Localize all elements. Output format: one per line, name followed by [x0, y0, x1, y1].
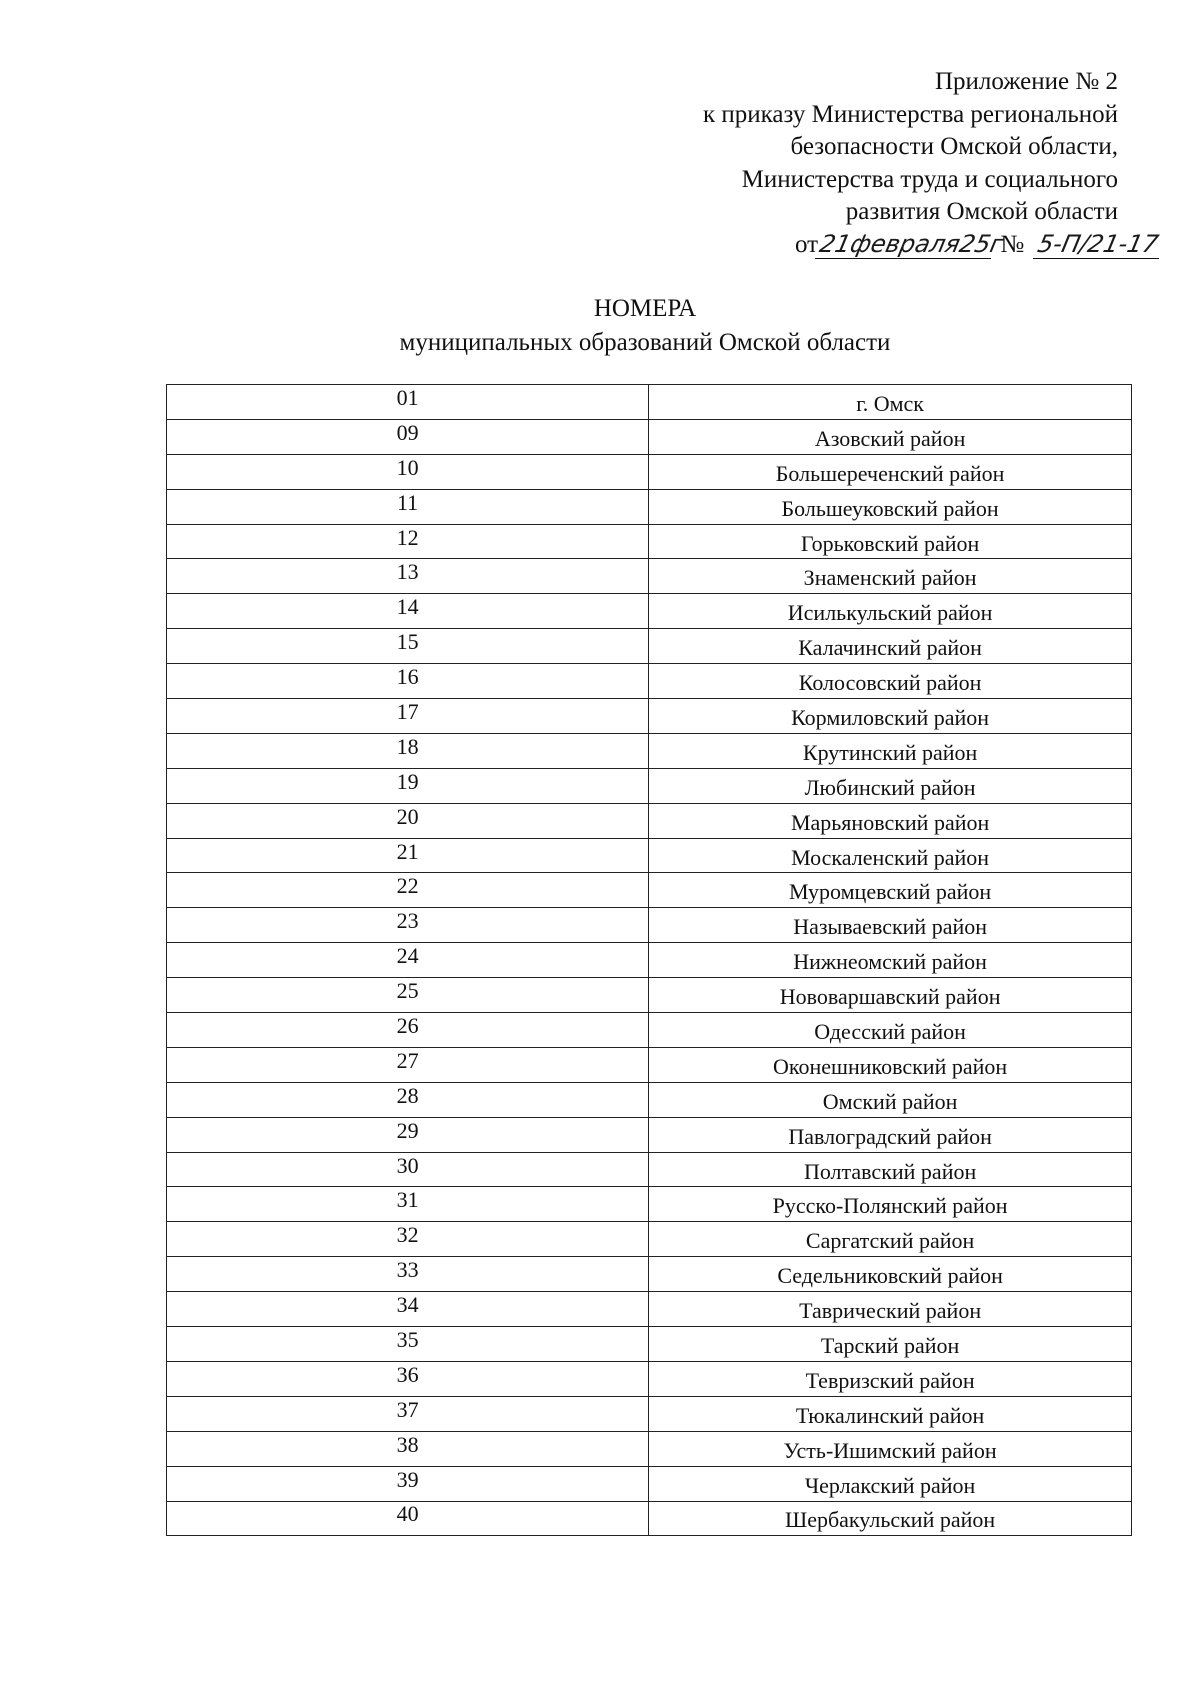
municipality-name: Москаленский район: [791, 844, 990, 870]
municipality-code: 17: [396, 698, 419, 724]
municipality-code: 16: [396, 664, 419, 690]
table-row: [167, 1082, 1132, 1117]
municipality-name-cell: [649, 1222, 1132, 1257]
municipality-name-cell: [649, 1117, 1132, 1152]
municipality-name-cell: [649, 524, 1132, 559]
municipality-code-cell: [167, 1327, 649, 1362]
municipality-code: 30: [396, 1152, 419, 1178]
municipality-name: Полтавский район: [803, 1158, 977, 1184]
table-row: [167, 908, 1132, 943]
municipality-code: 23: [396, 908, 419, 934]
order-reference-line-1: к приказу Министерства региональной: [702, 100, 1118, 128]
municipality-name-cell: [649, 1361, 1132, 1396]
order-number-sign: №: [1000, 231, 1025, 258]
municipality-name: Русско-Полянский район: [772, 1193, 1008, 1219]
municipality-name-cell: [649, 419, 1132, 454]
municipality-name: Колосовский район: [798, 670, 982, 696]
table-row: [167, 1501, 1132, 1536]
municipality-code: 28: [396, 1082, 419, 1108]
table-row: [167, 594, 1132, 629]
table-row: [167, 1466, 1132, 1501]
table-row: [167, 1292, 1132, 1327]
municipality-name: Тюкалинский район: [795, 1402, 985, 1428]
document-title-sub: муниципальных образований Омской области: [399, 329, 891, 356]
municipality-name-cell: [649, 699, 1132, 734]
municipality-name-cell: [649, 873, 1132, 908]
municipality-code-cell: [167, 1431, 649, 1466]
municipality-name: Азовский район: [814, 425, 966, 451]
municipality-name-cell: [649, 838, 1132, 873]
municipality-code-cell: [167, 524, 649, 559]
table-row: [167, 733, 1132, 768]
table-row: [167, 768, 1132, 803]
municipality-name-cell: [649, 1431, 1132, 1466]
handwritten-order-date: 21февраля25г: [815, 230, 997, 259]
municipality-code: 34: [396, 1292, 419, 1318]
municipality-name-cell: [649, 1501, 1132, 1536]
municipality-code: 20: [396, 803, 419, 829]
municipality-name: Крутинский район: [802, 739, 978, 765]
municipality-code-cell: [167, 1152, 649, 1187]
table-row: [167, 1047, 1132, 1082]
municipality-code: 09: [396, 419, 419, 445]
municipality-code: 01: [396, 384, 419, 410]
municipality-name: г. Омск: [856, 390, 924, 416]
table-row: [167, 943, 1132, 978]
municipality-code: 36: [396, 1361, 419, 1387]
municipality-name-cell: [649, 1013, 1132, 1048]
municipality-code: 39: [396, 1466, 419, 1492]
municipality-name: Кормиловский район: [791, 704, 990, 730]
table-row: [167, 489, 1132, 524]
municipality-code: 15: [396, 629, 419, 655]
municipality-code: 37: [396, 1396, 419, 1422]
appendix-number: Приложение № 2: [934, 68, 1118, 95]
municipality-code-cell: [167, 1117, 649, 1152]
municipality-code: 13: [396, 559, 419, 585]
municipality-name: Любинский район: [804, 774, 976, 800]
municipality-code-cell: [167, 908, 649, 943]
table-row: [167, 1361, 1132, 1396]
table-row: [167, 838, 1132, 873]
municipality-code-cell: [167, 664, 649, 699]
municipality-name-cell: [649, 664, 1132, 699]
municipality-code: 40: [396, 1501, 419, 1527]
municipality-name-cell: [649, 1292, 1132, 1327]
municipality-code: 24: [396, 943, 419, 969]
municipality-code-cell: [167, 978, 649, 1013]
municipality-name-cell: [649, 594, 1132, 629]
table-row: [167, 629, 1132, 664]
order-date-prefix: от: [795, 231, 819, 258]
table-row: [167, 559, 1132, 594]
municipality-code: 27: [396, 1047, 419, 1073]
municipality-name-cell: [649, 803, 1132, 838]
municipality-code: 29: [396, 1117, 419, 1143]
table-row: [167, 1187, 1132, 1222]
municipality-code-cell: [167, 838, 649, 873]
municipality-name-cell: [649, 385, 1132, 420]
municipality-name: Нововаршавский район: [779, 984, 1001, 1010]
order-reference-line-3: Министерства труда и социального: [741, 165, 1118, 193]
municipalities-table: [166, 384, 1132, 1536]
municipality-code-cell: [167, 733, 649, 768]
municipality-name: Нижнеомский район: [793, 949, 987, 975]
table-row: [167, 803, 1132, 838]
municipality-name-cell: [649, 1152, 1132, 1187]
municipality-code-cell: [167, 699, 649, 734]
municipality-name-cell: [649, 489, 1132, 524]
municipality-name-cell: [649, 1047, 1132, 1082]
table-row: [167, 699, 1132, 734]
municipality-name-cell: [649, 733, 1132, 768]
table-row: [167, 1222, 1132, 1257]
municipality-name-cell: [649, 629, 1132, 664]
municipality-code-cell: [167, 1047, 649, 1082]
table-row: [167, 1431, 1132, 1466]
municipality-code-cell: [167, 1396, 649, 1431]
municipality-name-cell: [649, 1257, 1132, 1292]
municipality-name: Таврический район: [799, 1298, 982, 1324]
municipality-name: Исилькульский район: [787, 600, 993, 626]
municipality-code-cell: [167, 1361, 649, 1396]
municipality-code: 38: [396, 1431, 419, 1457]
municipality-code: 18: [396, 733, 419, 759]
municipality-name: Оконешниковский район: [773, 1053, 1008, 1079]
municipality-code: 35: [396, 1326, 419, 1352]
municipality-name-cell: [649, 978, 1132, 1013]
municipality-name: Усть-Ишимский район: [783, 1437, 997, 1463]
municipality-name: Знаменский район: [803, 565, 977, 591]
order-reference-line-2: безопасности Омской области,: [790, 133, 1118, 160]
municipality-name: Называевский район: [793, 914, 988, 940]
municipality-name-cell: [649, 1082, 1132, 1117]
municipality-code: 21: [396, 838, 419, 864]
table-row: [167, 1396, 1132, 1431]
municipality-code-cell: [167, 1222, 649, 1257]
municipality-code-cell: [167, 1082, 649, 1117]
municipality-name: Одесский район: [814, 1018, 966, 1044]
table-row: [167, 454, 1132, 489]
municipality-name: Марьяновский район: [790, 809, 990, 835]
municipality-name-cell: [649, 768, 1132, 803]
handwritten-order-number: 5-П/21-17: [1033, 230, 1165, 259]
municipality-code: 19: [396, 768, 419, 794]
municipality-code-cell: [167, 419, 649, 454]
order-date-number: [795, 230, 1162, 259]
municipality-name: Павлоградский район: [788, 1123, 992, 1149]
municipality-code-cell: [167, 803, 649, 838]
municipality-code-cell: [167, 594, 649, 629]
municipality-code-cell: [167, 385, 649, 420]
municipality-code: 12: [396, 524, 419, 550]
municipality-name: Тевризский район: [805, 1367, 975, 1393]
municipality-code: 22: [396, 873, 419, 899]
municipality-name-cell: [649, 1396, 1132, 1431]
municipality-name: Калачинский район: [798, 635, 982, 661]
municipality-code-cell: [167, 1187, 649, 1222]
document-title: [0, 292, 1200, 360]
municipality-code: 32: [396, 1222, 419, 1248]
document-title-main: НОМЕРА: [593, 295, 697, 322]
municipality-code: 25: [396, 978, 419, 1004]
table-row: [167, 419, 1132, 454]
table-row: [167, 385, 1132, 420]
municipality-code-cell: [167, 873, 649, 908]
municipality-name-cell: [649, 908, 1132, 943]
municipality-name: Горьковский район: [800, 530, 980, 556]
appendix-header: [703, 66, 1118, 229]
municipality-code: 33: [396, 1257, 419, 1283]
municipality-code-cell: [167, 768, 649, 803]
municipality-name: Седельниковский район: [777, 1263, 1003, 1289]
municipality-name: Большереченский район: [775, 460, 1005, 486]
municipality-name: Шербакульский район: [785, 1507, 996, 1533]
table-row: [167, 978, 1132, 1013]
table-row: [167, 1257, 1132, 1292]
municipality-code-cell: [167, 943, 649, 978]
municipality-code: 26: [396, 1012, 419, 1038]
municipality-code-cell: [167, 1501, 649, 1536]
table-row: [167, 1152, 1132, 1187]
order-reference-line-4: развития Омской области: [845, 198, 1118, 225]
table-row: [167, 1327, 1132, 1362]
municipality-name-cell: [649, 1187, 1132, 1222]
municipality-code-cell: [167, 1466, 649, 1501]
municipalities-table-body: [167, 385, 1132, 1536]
municipality-name: Большеуковский район: [781, 495, 999, 521]
municipality-code-cell: [167, 1292, 649, 1327]
municipality-code: 31: [396, 1187, 419, 1213]
municipality-code-cell: [167, 1013, 649, 1048]
table-row: [167, 1013, 1132, 1048]
municipality-code: 10: [396, 454, 419, 480]
municipality-code-cell: [167, 454, 649, 489]
municipality-code-cell: [167, 489, 649, 524]
municipality-name: Саргатский район: [805, 1228, 975, 1254]
municipality-name-cell: [649, 559, 1132, 594]
table-row: [167, 873, 1132, 908]
municipality-code-cell: [167, 559, 649, 594]
municipality-name: Тарский район: [820, 1332, 960, 1358]
municipality-code: 14: [396, 594, 419, 620]
municipality-name: Омский район: [822, 1088, 958, 1114]
municipality-name-cell: [649, 943, 1132, 978]
table-row: [167, 664, 1132, 699]
municipality-code-cell: [167, 1257, 649, 1292]
municipality-name-cell: [649, 454, 1132, 489]
municipality-code: 11: [397, 489, 419, 515]
table-row: [167, 1117, 1132, 1152]
municipality-name: Черлакский район: [804, 1472, 976, 1498]
municipality-name-cell: [649, 1327, 1132, 1362]
municipality-name-cell: [649, 1466, 1132, 1501]
municipality-code-cell: [167, 629, 649, 664]
municipality-name: Муромцевский район: [789, 879, 992, 905]
table-row: [167, 524, 1132, 559]
